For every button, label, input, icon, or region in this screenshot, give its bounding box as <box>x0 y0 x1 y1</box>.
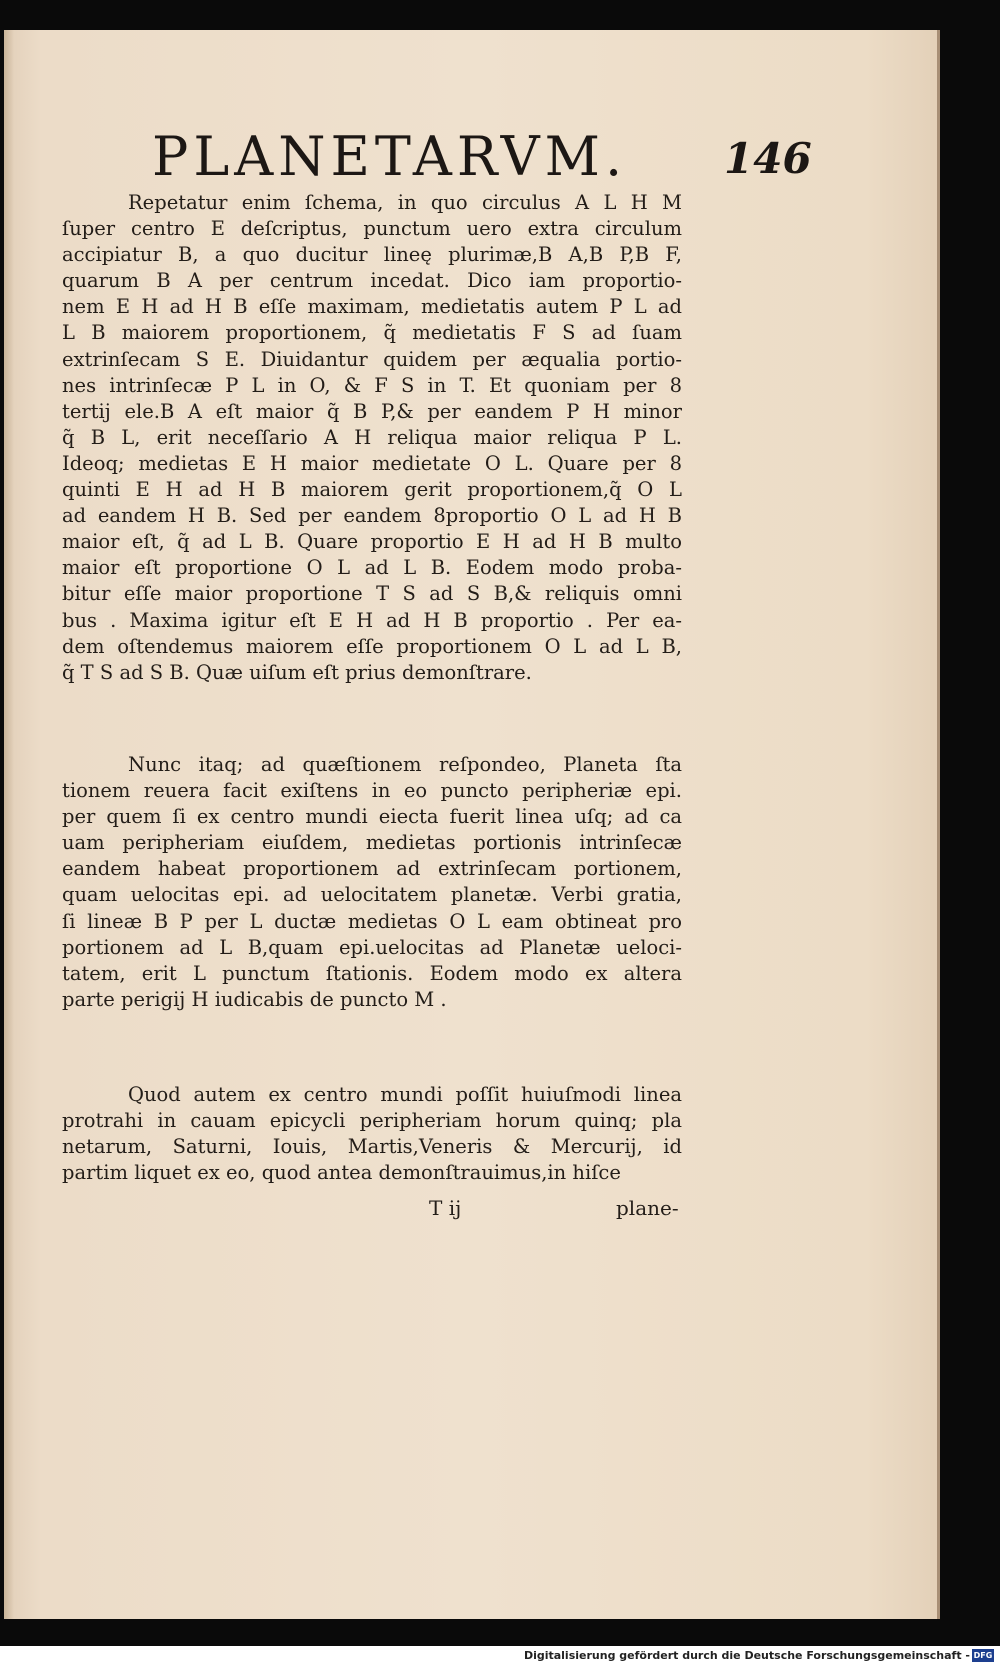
text-line: portionem ad L B,quam epi.uelocitas ad Planetæ ueloci- <box>62 935 682 959</box>
paragraph-1 <box>62 190 682 686</box>
funding-credit: Digitalisierung gefördert durch die Deutsche Forschungsgemeinschaft - <box>523 1649 970 1662</box>
text-line: ſi lineæ B P per L ductæ medietas O L eam obtineat pro <box>62 909 682 933</box>
footer-bar <box>0 1646 1000 1666</box>
signature-mark: T ij <box>429 1196 462 1220</box>
text-line: q̃ B L, erit neceſſario A H reliqua maior reliqua P L. <box>62 425 682 449</box>
text-line: partim liquet ex eo, quod antea demonſtrauimus,in hiſce <box>62 1161 621 1185</box>
text-line: uam peripheriam eiuſdem, medietas portionis intrinſecæ <box>62 831 682 855</box>
text-line: bus . Maxima igitur eſt E H ad H B proportio . Per ea- <box>62 608 682 632</box>
text-line: nem E H ad H B eſſe maximam, medietatis autem P L ad <box>62 295 682 319</box>
book-page <box>4 30 940 1619</box>
page-edge-left <box>4 30 14 1619</box>
text-line: quarum B A per centrum incedat. Dico iam proportio- <box>62 269 682 293</box>
text-line: ad eandem H B. Sed per eandem 8proportio O L ad H B <box>62 504 682 528</box>
text-line: Repetatur enim ſchema, in quo circulus A L H M <box>128 191 682 214</box>
text-line: maior eſt, q̃ ad L B. Quare proportio E H ad H B multo <box>62 530 682 554</box>
text-line: tertij ele.B A eſt maior q̃ B P,& per eandem P H minor <box>62 399 682 423</box>
text-line: quinti E H ad H B maiorem gerit proportionem,q̃ O L <box>62 478 682 502</box>
text-line: netarum, Saturni, Iouis, Martis,Veneris & Mercurij, id <box>62 1135 682 1159</box>
text-line: accipiatur B, a quo ducitur lineę plurimæ,B A,B P,B F, <box>62 243 682 267</box>
text-line: tionem reuera facit exiſtens in eo puncto peripheriæ epi. <box>62 779 682 803</box>
paragraph-2 <box>62 752 682 1013</box>
text-line: Ideoq; medietas E H maior medietate O L. Quare per 8 <box>62 451 682 475</box>
page-number: 146 <box>724 134 812 183</box>
text-line: Nunc itaq; ad quæſtionem reſpondeo, Planeta ſta <box>128 753 682 776</box>
text-line: L B maiorem proportionem, q̃ medietatis F S ad ſuam <box>62 321 682 345</box>
text-line: extrinſecam S E. Diuidantur quidem per æqualia portio- <box>62 347 682 371</box>
text-line: maior eſt proportione O L ad L B. Eodem modo proba- <box>62 556 682 580</box>
text-line: dem oſtendemus maiorem eſſe proportionem O L ad L B, <box>62 634 682 658</box>
text-line: tatem, erit L punctum ſtationis. Eodem modo ex altera <box>62 961 682 985</box>
text-line: quam uelocitas epi. ad uelocitatem planetæ. Verbi gratia, <box>62 883 682 907</box>
catchword: plane- <box>616 1196 679 1220</box>
page-edge-right <box>937 30 940 1619</box>
paragraph-3 <box>62 1082 682 1186</box>
text-line: parte perigij H iudicabis de puncto M . <box>62 987 447 1011</box>
text-line: q̃ T S ad S B. Quæ uiſum eſt prius demonſtrare. <box>62 660 532 684</box>
text-line: ſuper centro E deſcriptus, punctum uero extra circulum <box>62 217 682 241</box>
text-line: protrahi in cauam epicycli peripheriam horum quinq; pla <box>62 1109 682 1133</box>
text-line: Quod autem ex centro mundi poſſit huiuſmodi linea <box>128 1083 682 1106</box>
dfg-logo-icon: DFG <box>973 1651 993 1660</box>
text-line: nes intrinſecæ P L in O, & F S in T. Et quoniam per 8 <box>62 373 682 397</box>
text-line: bitur eſſe maior proportione T S ad S B,& reliquis omni <box>62 582 682 606</box>
text-line: per quem ſi ex centro mundi eiecta fuerit linea uſq; ad ca <box>62 805 682 829</box>
running-head: PLANETARVM. <box>152 125 628 188</box>
text-line: eandem habeat proportionem ad extrinſecam portionem, <box>62 857 682 881</box>
